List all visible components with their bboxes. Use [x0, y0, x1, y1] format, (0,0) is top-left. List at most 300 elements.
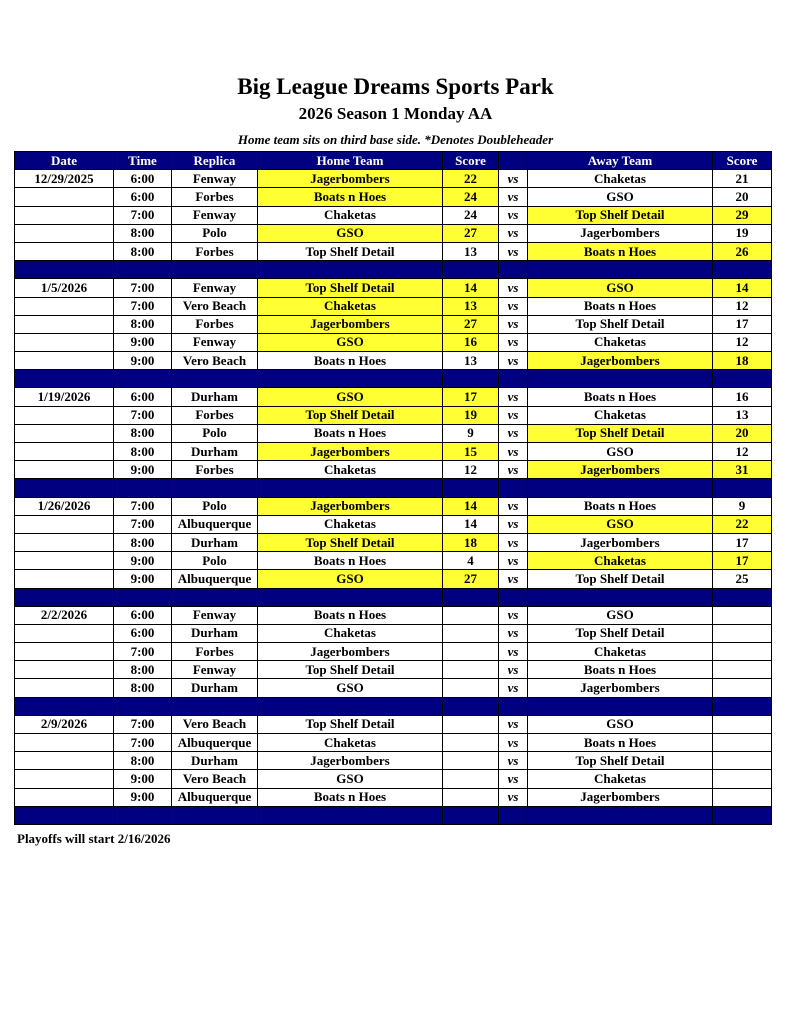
home-score: 14 [443, 279, 499, 297]
away-team: Chaketas [528, 333, 713, 351]
home-team: Chaketas [258, 206, 443, 224]
vs-label: vs [499, 788, 528, 806]
vs-label: vs [499, 533, 528, 551]
home-team: GSO [258, 388, 443, 406]
separator-cell [499, 588, 528, 606]
game-row [15, 770, 772, 788]
away-score: 14 [713, 279, 772, 297]
game-time: 9:00 [114, 352, 172, 370]
game-field: Durham [172, 443, 258, 461]
game-date [15, 424, 114, 442]
separator-cell [258, 370, 443, 388]
game-row [15, 552, 772, 570]
home-score [443, 752, 499, 770]
home-score [443, 624, 499, 642]
home-score: 14 [443, 515, 499, 533]
separator-cell [114, 697, 172, 715]
game-time: 8:00 [114, 679, 172, 697]
game-field: Durham [172, 533, 258, 551]
away-score [713, 661, 772, 679]
game-date [15, 770, 114, 788]
game-row [15, 388, 772, 406]
away-team: GSO [528, 515, 713, 533]
vs-label: vs [499, 443, 528, 461]
game-field: Polo [172, 224, 258, 242]
game-date [15, 570, 114, 588]
game-date [15, 224, 114, 242]
vs-label: vs [499, 552, 528, 570]
away-score: 17 [713, 552, 772, 570]
game-date [15, 242, 114, 260]
away-team: Top Shelf Detail [528, 570, 713, 588]
game-date [15, 406, 114, 424]
vs-label: vs [499, 352, 528, 370]
game-field: Fenway [172, 606, 258, 624]
away-score [713, 679, 772, 697]
home-score: 15 [443, 443, 499, 461]
week-separator [15, 261, 772, 279]
vs-label: vs [499, 515, 528, 533]
game-time: 8:00 [114, 752, 172, 770]
away-team: GSO [528, 279, 713, 297]
game-row [15, 643, 772, 661]
away-score: 12 [713, 333, 772, 351]
away-team: Jagerbombers [528, 352, 713, 370]
game-row [15, 279, 772, 297]
game-time: 7:00 [114, 643, 172, 661]
game-row [15, 679, 772, 697]
home-score [443, 734, 499, 752]
home-score: 18 [443, 533, 499, 551]
home-team: Boats n Hoes [258, 424, 443, 442]
game-row [15, 224, 772, 242]
home-team: Chaketas [258, 624, 443, 642]
game-row [15, 497, 772, 515]
away-score: 17 [713, 315, 772, 333]
game-row [15, 352, 772, 370]
away-team: Top Shelf Detail [528, 424, 713, 442]
separator-cell [528, 261, 713, 279]
away-team: Chaketas [528, 770, 713, 788]
separator-cell [114, 261, 172, 279]
home-team: Boats n Hoes [258, 552, 443, 570]
week-separator [15, 697, 772, 715]
home-team: Chaketas [258, 461, 443, 479]
away-score [713, 788, 772, 806]
game-time: 9:00 [114, 552, 172, 570]
game-row [15, 570, 772, 588]
home-team: Chaketas [258, 515, 443, 533]
away-score: 20 [713, 424, 772, 442]
separator-cell [114, 806, 172, 824]
home-score: 27 [443, 570, 499, 588]
separator-cell [172, 370, 258, 388]
game-field: Durham [172, 624, 258, 642]
vs-label: vs [499, 734, 528, 752]
game-time: 7:00 [114, 515, 172, 533]
vs-label: vs [499, 624, 528, 642]
separator-cell [713, 697, 772, 715]
away-team: Top Shelf Detail [528, 206, 713, 224]
game-time: 6:00 [114, 388, 172, 406]
header-replica: Replica [172, 152, 258, 170]
game-time: 9:00 [114, 770, 172, 788]
game-field: Durham [172, 679, 258, 697]
game-field: Vero Beach [172, 770, 258, 788]
home-team: GSO [258, 770, 443, 788]
header-date: Date [15, 152, 114, 170]
home-score: 17 [443, 388, 499, 406]
away-score: 13 [713, 406, 772, 424]
away-team: Jagerbombers [528, 461, 713, 479]
game-field: Durham [172, 388, 258, 406]
game-row [15, 242, 772, 260]
game-date [15, 552, 114, 570]
home-score: 27 [443, 315, 499, 333]
home-team: Jagerbombers [258, 443, 443, 461]
game-date [15, 352, 114, 370]
away-score: 18 [713, 352, 772, 370]
separator-cell [713, 370, 772, 388]
game-time: 7:00 [114, 206, 172, 224]
home-team: GSO [258, 679, 443, 697]
game-row [15, 188, 772, 206]
separator-cell [713, 479, 772, 497]
game-row [15, 461, 772, 479]
game-field: Albuquerque [172, 570, 258, 588]
week-separator [15, 588, 772, 606]
away-score: 9 [713, 497, 772, 515]
away-score: 22 [713, 515, 772, 533]
away-team: Boats n Hoes [528, 734, 713, 752]
game-row [15, 315, 772, 333]
separator-cell [15, 261, 114, 279]
vs-label: vs [499, 170, 528, 188]
game-time: 8:00 [114, 661, 172, 679]
home-score [443, 606, 499, 624]
game-row [15, 715, 772, 733]
away-team: Chaketas [528, 643, 713, 661]
separator-cell [499, 261, 528, 279]
game-time: 9:00 [114, 788, 172, 806]
home-score [443, 770, 499, 788]
away-team: Boats n Hoes [528, 388, 713, 406]
home-team: Top Shelf Detail [258, 279, 443, 297]
away-team: GSO [528, 715, 713, 733]
home-team: Boats n Hoes [258, 352, 443, 370]
home-score: 13 [443, 242, 499, 260]
separator-cell [528, 370, 713, 388]
home-team: Boats n Hoes [258, 606, 443, 624]
header-row [15, 152, 772, 170]
game-time: 9:00 [114, 333, 172, 351]
home-score [443, 679, 499, 697]
game-time: 9:00 [114, 461, 172, 479]
game-date [15, 734, 114, 752]
away-score [713, 606, 772, 624]
away-team: Boats n Hoes [528, 242, 713, 260]
home-score [443, 715, 499, 733]
separator-cell [443, 261, 499, 279]
away-team: Boats n Hoes [528, 497, 713, 515]
away-score: 21 [713, 170, 772, 188]
game-field: Fenway [172, 206, 258, 224]
vs-label: vs [499, 752, 528, 770]
vs-label: vs [499, 461, 528, 479]
game-field: Forbes [172, 188, 258, 206]
separator-cell [258, 806, 443, 824]
home-score: 14 [443, 497, 499, 515]
separator-cell [443, 588, 499, 606]
game-date [15, 461, 114, 479]
header-away-team: Away Team [528, 152, 713, 170]
week-separator [15, 806, 772, 824]
game-time: 8:00 [114, 224, 172, 242]
game-date [15, 661, 114, 679]
away-team: Chaketas [528, 552, 713, 570]
header-home-team: Home Team [258, 152, 443, 170]
home-team: Chaketas [258, 734, 443, 752]
vs-label: vs [499, 279, 528, 297]
separator-cell [114, 370, 172, 388]
game-date [15, 515, 114, 533]
game-time: 8:00 [114, 424, 172, 442]
away-team: Jagerbombers [528, 224, 713, 242]
vs-label: vs [499, 406, 528, 424]
home-score: 27 [443, 224, 499, 242]
game-field: Forbes [172, 461, 258, 479]
separator-cell [499, 370, 528, 388]
home-team: Jagerbombers [258, 315, 443, 333]
separator-cell [528, 588, 713, 606]
game-time: 7:00 [114, 497, 172, 515]
home-score [443, 643, 499, 661]
game-date: 1/26/2026 [15, 497, 114, 515]
home-score: 4 [443, 552, 499, 570]
home-team: Top Shelf Detail [258, 242, 443, 260]
game-date: 2/2/2026 [15, 606, 114, 624]
game-row [15, 443, 772, 461]
game-date: 2/9/2026 [15, 715, 114, 733]
game-field: Polo [172, 552, 258, 570]
game-date [15, 333, 114, 351]
game-field: Forbes [172, 315, 258, 333]
game-row [15, 533, 772, 551]
separator-cell [172, 697, 258, 715]
separator-cell [713, 806, 772, 824]
game-time: 9:00 [114, 570, 172, 588]
separator-cell [258, 261, 443, 279]
away-score: 19 [713, 224, 772, 242]
away-team: Chaketas [528, 406, 713, 424]
game-date [15, 624, 114, 642]
game-time: 6:00 [114, 624, 172, 642]
game-date [15, 752, 114, 770]
week-separator [15, 370, 772, 388]
vs-label: vs [499, 224, 528, 242]
schedule-body [15, 170, 772, 825]
schedule-table [14, 151, 772, 825]
game-field: Fenway [172, 661, 258, 679]
away-score [713, 715, 772, 733]
header-time: Time [114, 152, 172, 170]
away-score [713, 643, 772, 661]
game-date: 1/5/2026 [15, 279, 114, 297]
game-field: Fenway [172, 170, 258, 188]
home-score: 24 [443, 188, 499, 206]
away-score: 17 [713, 533, 772, 551]
game-time: 6:00 [114, 606, 172, 624]
separator-cell [15, 588, 114, 606]
header-vs [499, 152, 528, 170]
vs-label: vs [499, 570, 528, 588]
game-time: 8:00 [114, 443, 172, 461]
game-time: 8:00 [114, 533, 172, 551]
separator-cell [172, 806, 258, 824]
game-time: 8:00 [114, 315, 172, 333]
vs-label: vs [499, 715, 528, 733]
home-score: 24 [443, 206, 499, 224]
game-row [15, 752, 772, 770]
separator-cell [258, 479, 443, 497]
separator-cell [713, 588, 772, 606]
home-team: Jagerbombers [258, 170, 443, 188]
home-team: Boats n Hoes [258, 788, 443, 806]
header-home-score: Score [443, 152, 499, 170]
game-date [15, 188, 114, 206]
separator-cell [15, 697, 114, 715]
separator-cell [443, 697, 499, 715]
game-row [15, 297, 772, 315]
separator-cell [443, 806, 499, 824]
away-score [713, 770, 772, 788]
home-team: GSO [258, 570, 443, 588]
away-team: GSO [528, 443, 713, 461]
away-team: GSO [528, 606, 713, 624]
vs-label: vs [499, 297, 528, 315]
home-team: Boats n Hoes [258, 188, 443, 206]
game-field: Fenway [172, 333, 258, 351]
game-field: Vero Beach [172, 297, 258, 315]
game-field: Albuquerque [172, 788, 258, 806]
vs-label: vs [499, 206, 528, 224]
game-row [15, 206, 772, 224]
separator-cell [172, 479, 258, 497]
vs-label: vs [499, 661, 528, 679]
home-team: Top Shelf Detail [258, 715, 443, 733]
away-score [713, 752, 772, 770]
separator-cell [258, 697, 443, 715]
game-time: 6:00 [114, 170, 172, 188]
game-row [15, 424, 772, 442]
away-team: Top Shelf Detail [528, 752, 713, 770]
home-score: 22 [443, 170, 499, 188]
separator-cell [172, 261, 258, 279]
away-team: Top Shelf Detail [528, 624, 713, 642]
game-field: Vero Beach [172, 352, 258, 370]
away-score [713, 734, 772, 752]
separator-cell [172, 588, 258, 606]
separator-cell [443, 479, 499, 497]
document-title: Big League Dreams Sports Park [237, 74, 554, 99]
home-team: Top Shelf Detail [258, 661, 443, 679]
away-team: GSO [528, 188, 713, 206]
game-row [15, 734, 772, 752]
separator-cell [713, 261, 772, 279]
separator-cell [499, 479, 528, 497]
game-field: Polo [172, 424, 258, 442]
game-field: Albuquerque [172, 515, 258, 533]
game-date [15, 533, 114, 551]
playoffs-note: Playoffs will start 2/16/2026 [17, 831, 171, 846]
game-time: 7:00 [114, 734, 172, 752]
game-date [15, 443, 114, 461]
away-team: Boats n Hoes [528, 661, 713, 679]
week-separator [15, 479, 772, 497]
game-time: 7:00 [114, 406, 172, 424]
away-score: 20 [713, 188, 772, 206]
home-team: Chaketas [258, 297, 443, 315]
game-field: Durham [172, 752, 258, 770]
game-date [15, 643, 114, 661]
home-score: 16 [443, 333, 499, 351]
separator-cell [528, 479, 713, 497]
game-row [15, 406, 772, 424]
vs-label: vs [499, 497, 528, 515]
vs-label: vs [499, 333, 528, 351]
document-subtitle: 2026 Season 1 Monday AA [298, 104, 493, 123]
home-score: 13 [443, 352, 499, 370]
game-field: Forbes [172, 406, 258, 424]
home-team: GSO [258, 333, 443, 351]
away-score: 16 [713, 388, 772, 406]
game-time: 7:00 [114, 297, 172, 315]
separator-cell [114, 479, 172, 497]
vs-label: vs [499, 242, 528, 260]
home-score: 9 [443, 424, 499, 442]
game-row [15, 606, 772, 624]
seating-note: Home team sits on third base side. *Denotes Doubleheader [237, 132, 554, 147]
game-row [15, 661, 772, 679]
home-score [443, 788, 499, 806]
separator-cell [528, 806, 713, 824]
separator-cell [15, 806, 114, 824]
home-score: 12 [443, 461, 499, 479]
home-team: Jagerbombers [258, 752, 443, 770]
vs-label: vs [499, 188, 528, 206]
away-team: Jagerbombers [528, 788, 713, 806]
away-team: Boats n Hoes [528, 297, 713, 315]
game-date: 1/19/2026 [15, 388, 114, 406]
separator-cell [258, 588, 443, 606]
game-field: Forbes [172, 643, 258, 661]
home-team: Top Shelf Detail [258, 406, 443, 424]
home-score: 19 [443, 406, 499, 424]
home-team: GSO [258, 224, 443, 242]
vs-label: vs [499, 315, 528, 333]
vs-label: vs [499, 643, 528, 661]
away-team: Chaketas [528, 170, 713, 188]
game-date [15, 206, 114, 224]
separator-cell [114, 588, 172, 606]
home-score [443, 661, 499, 679]
game-field: Fenway [172, 279, 258, 297]
game-time: 7:00 [114, 715, 172, 733]
game-date: 12/29/2025 [15, 170, 114, 188]
away-score: 12 [713, 297, 772, 315]
game-date [15, 788, 114, 806]
game-row [15, 333, 772, 351]
